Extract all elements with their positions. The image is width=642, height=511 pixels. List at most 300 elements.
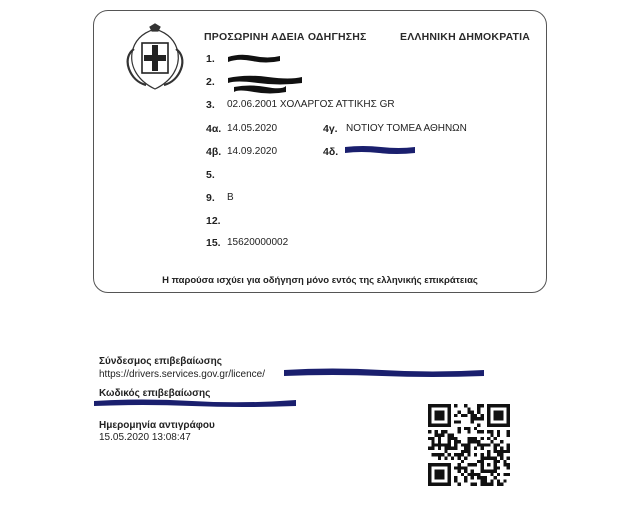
- qr-module: [464, 414, 467, 417]
- qr-module: [494, 437, 497, 440]
- qr-module: [448, 437, 451, 440]
- qr-module: [487, 437, 490, 440]
- qr-module: [441, 483, 444, 486]
- qr-module: [448, 420, 451, 423]
- coat-of-arms-icon: [120, 23, 190, 93]
- field-5-label: 5.: [206, 169, 215, 181]
- qr-module: [428, 424, 431, 427]
- redaction-field-2: [226, 73, 306, 97]
- qr-module: [507, 420, 510, 423]
- qr-module: [487, 470, 490, 473]
- qr-module: [461, 443, 464, 446]
- qr-module: [471, 483, 474, 486]
- qr-module: [458, 463, 461, 466]
- qr-module: [471, 473, 474, 476]
- qr-module: [494, 414, 497, 417]
- qr-module: [431, 463, 434, 466]
- qr-module: [503, 463, 506, 466]
- qr-module: [497, 411, 500, 414]
- qr-module: [474, 473, 477, 476]
- qr-module: [497, 443, 500, 446]
- field-9-value: B: [227, 192, 234, 203]
- qr-module: [448, 414, 451, 417]
- qr-module: [431, 443, 434, 446]
- qr-module: [431, 404, 434, 407]
- qr-module: [435, 411, 438, 414]
- qr-module: [435, 473, 438, 476]
- qr-module: [441, 417, 444, 420]
- qr-module: [487, 414, 490, 417]
- qr-module: [497, 460, 500, 463]
- qr-module: [467, 427, 470, 430]
- qr-module: [474, 483, 477, 486]
- qr-module: [448, 447, 451, 450]
- qr-module: [428, 437, 431, 440]
- qr-module: [497, 466, 500, 469]
- qr-module: [451, 456, 454, 459]
- qr-module: [497, 414, 500, 417]
- qr-module: [494, 460, 497, 463]
- qr-module: [500, 447, 503, 450]
- qr-module: [474, 453, 477, 456]
- qr-module: [444, 443, 447, 446]
- qr-module: [428, 414, 431, 417]
- qr-module: [497, 450, 500, 453]
- qr-module: [444, 424, 447, 427]
- qr-module: [431, 437, 434, 440]
- qr-module: [458, 453, 461, 456]
- qr-module: [477, 404, 480, 407]
- qr-module: [487, 453, 490, 456]
- qr-module: [431, 453, 434, 456]
- qr-module: [441, 453, 444, 456]
- qr-module: [471, 476, 474, 479]
- qr-module: [435, 434, 438, 437]
- qr-module: [451, 447, 454, 450]
- qr-module: [477, 407, 480, 410]
- qr-module: [454, 443, 457, 446]
- qr-module: [507, 456, 510, 459]
- qr-module: [438, 414, 441, 417]
- qr-module: [431, 440, 434, 443]
- qr-module: [471, 470, 474, 473]
- qr-module: [471, 440, 474, 443]
- field-4d-label: 4δ.: [323, 146, 339, 158]
- qr-module: [454, 404, 457, 407]
- qr-module: [477, 476, 480, 479]
- qr-module: [507, 424, 510, 427]
- qr-module: [507, 411, 510, 414]
- qr-module: [490, 440, 493, 443]
- qr-module: [461, 460, 464, 463]
- qr-module: [428, 407, 431, 410]
- qr-module: [458, 430, 461, 433]
- qr-module: [438, 456, 441, 459]
- qr-module: [477, 440, 480, 443]
- qr-module: [474, 414, 477, 417]
- field-4b-label: 4β.: [206, 146, 222, 158]
- qr-module: [494, 470, 497, 473]
- qr-module: [438, 473, 441, 476]
- qr-module: [448, 453, 451, 456]
- qr-module: [487, 450, 490, 453]
- qr-module: [441, 424, 444, 427]
- qr-module: [477, 430, 480, 433]
- qr-module: [454, 420, 457, 423]
- field-4b-value: 14.09.2020: [227, 146, 278, 157]
- qr-module: [448, 404, 451, 407]
- qr-module: [487, 404, 490, 407]
- qr-module: [428, 404, 431, 407]
- qr-module: [444, 463, 447, 466]
- qr-module: [438, 476, 441, 479]
- qr-module: [500, 417, 503, 420]
- qr-module: [435, 424, 438, 427]
- qr-module: [467, 443, 470, 446]
- qr-module: [474, 417, 477, 420]
- qr-module: [480, 463, 483, 466]
- qr-module: [448, 443, 451, 446]
- qr-module: [497, 483, 500, 486]
- qr-module: [497, 473, 500, 476]
- qr-module: [428, 420, 431, 423]
- qr-module: [428, 466, 431, 469]
- field-4y-label: 4γ.: [323, 123, 338, 135]
- qr-module: [428, 476, 431, 479]
- qr-module: [507, 434, 510, 437]
- qr-module: [477, 417, 480, 420]
- qr-module: [464, 447, 467, 450]
- qr-module: [480, 417, 483, 420]
- qr-module: [431, 424, 434, 427]
- qr-module: [490, 483, 493, 486]
- qr-module: [464, 466, 467, 469]
- qr-module: [507, 414, 510, 417]
- qr-module: [497, 453, 500, 456]
- qr-module: [474, 440, 477, 443]
- qr-module: [464, 470, 467, 473]
- qr-module: [471, 414, 474, 417]
- qr-module: [451, 434, 454, 437]
- qr-module: [471, 417, 474, 420]
- qr-module: [444, 450, 447, 453]
- qr-module: [490, 434, 493, 437]
- qr-module: [471, 437, 474, 440]
- qr-module: [490, 430, 493, 433]
- qr-module: [477, 443, 480, 446]
- qr-module: [441, 430, 444, 433]
- qr-module: [448, 424, 451, 427]
- qr-module: [500, 404, 503, 407]
- qr-module: [448, 434, 451, 437]
- qr-module: [441, 411, 444, 414]
- field-3-label: 3.: [206, 99, 215, 111]
- qr-module: [480, 443, 483, 446]
- qr-module: [487, 420, 490, 423]
- qr-module: [428, 483, 431, 486]
- field-15-label: 15.: [206, 237, 221, 249]
- qr-module: [507, 473, 510, 476]
- qr-module: [438, 463, 441, 466]
- field-1-label: 1.: [206, 53, 215, 65]
- qr-module: [494, 424, 497, 427]
- qr-module: [464, 450, 467, 453]
- qr-module: [480, 453, 483, 456]
- qr-module: [454, 414, 457, 417]
- qr-module: [428, 470, 431, 473]
- field-2-label: 2.: [206, 76, 215, 88]
- qr-module: [441, 476, 444, 479]
- qr-module: [464, 479, 467, 482]
- qr-module: [490, 473, 493, 476]
- qr-module: [458, 456, 461, 459]
- qr-module: [487, 463, 490, 466]
- qr-module: [448, 440, 451, 443]
- qr-module: [448, 479, 451, 482]
- qr-module: [454, 466, 457, 469]
- qr-module: [477, 460, 480, 463]
- qr-module: [431, 447, 434, 450]
- qr-module: [503, 473, 506, 476]
- qr-module: [497, 417, 500, 420]
- qr-module: [494, 447, 497, 450]
- qr-module: [458, 483, 461, 486]
- qr-module: [438, 417, 441, 420]
- qr-module: [477, 424, 480, 427]
- qr-module: [448, 463, 451, 466]
- qr-module: [448, 466, 451, 469]
- qr-module: [461, 450, 464, 453]
- qr-module: [494, 443, 497, 446]
- qr-module: [441, 404, 444, 407]
- link-value: https://drivers.services.gov.gr/licence/: [99, 369, 265, 380]
- qr-module: [461, 466, 464, 469]
- qr-module: [477, 473, 480, 476]
- qr-module: [444, 456, 447, 459]
- qr-module: [435, 453, 438, 456]
- qr-module: [490, 404, 493, 407]
- qr-module: [490, 470, 493, 473]
- qr-module: [464, 427, 467, 430]
- field-4a-label: 4α.: [206, 123, 222, 135]
- qr-module: [487, 430, 490, 433]
- qr-module: [444, 483, 447, 486]
- qr-module: [507, 407, 510, 410]
- qr-module: [484, 479, 487, 482]
- qr-module: [438, 411, 441, 414]
- qr-module: [444, 447, 447, 450]
- qr-module: [480, 456, 483, 459]
- field-3-value: 02.06.2001 ΧΟΛΑΡΓΟΣ ΑΤΤΙΚΗΣ GR: [227, 99, 395, 110]
- qr-module: [484, 476, 487, 479]
- qr-module: [503, 450, 506, 453]
- qr-module: [507, 463, 510, 466]
- qr-module: [494, 463, 497, 466]
- qr-module: [497, 434, 500, 437]
- qr-module: [448, 407, 451, 410]
- qr-module: [490, 456, 493, 459]
- qr-module: [507, 417, 510, 420]
- qr-module: [428, 473, 431, 476]
- qr-module: [497, 424, 500, 427]
- qr-module: [448, 417, 451, 420]
- qr-module: [497, 404, 500, 407]
- qr-module: [448, 470, 451, 473]
- qr-module: [471, 420, 474, 423]
- qr-module: [464, 443, 467, 446]
- qr-module: [441, 443, 444, 446]
- qr-module: [467, 473, 470, 476]
- qr-module: [487, 456, 490, 459]
- qr-module: [494, 417, 497, 420]
- qr-module: [428, 463, 431, 466]
- redaction-link-suffix: [282, 366, 486, 380]
- qr-module: [458, 420, 461, 423]
- qr-module: [458, 427, 461, 430]
- qr-module: [467, 450, 470, 453]
- redaction-field-4d: [343, 143, 417, 157]
- qr-module: [507, 450, 510, 453]
- validity-note: Η παρούσα ισχύει για οδήγηση μόνο εντός της ελληνικής επικράτειας: [162, 275, 478, 286]
- qr-module: [441, 470, 444, 473]
- qr-module: [494, 450, 497, 453]
- qr-module: [484, 470, 487, 473]
- qr-module: [500, 453, 503, 456]
- field-15-value: 15620000002: [227, 237, 289, 248]
- qr-module: [438, 424, 441, 427]
- qr-module: [487, 407, 490, 410]
- qr-module: [503, 404, 506, 407]
- qr-module: [435, 470, 438, 473]
- qr-module: [464, 404, 467, 407]
- qr-module: [461, 414, 464, 417]
- qr-module: [435, 483, 438, 486]
- qr-module: [500, 414, 503, 417]
- qr-module: [500, 424, 503, 427]
- qr-module: [451, 437, 454, 440]
- qr-module: [435, 404, 438, 407]
- qr-module: [487, 443, 490, 446]
- qr-module: [441, 463, 444, 466]
- qr-module: [500, 440, 503, 443]
- qr-module: [448, 473, 451, 476]
- qr-module: [503, 479, 506, 482]
- qr-module: [458, 470, 461, 473]
- qr-module: [487, 411, 490, 414]
- qr-module: [507, 466, 510, 469]
- qr-module: [438, 453, 441, 456]
- qr-module: [494, 476, 497, 479]
- qr-module: [490, 479, 493, 482]
- qr-module: [480, 460, 483, 463]
- qr-module: [467, 411, 470, 414]
- redaction-field-1: [226, 51, 282, 65]
- qr-module: [487, 417, 490, 420]
- qr-module: [494, 456, 497, 459]
- qr-module: [480, 404, 483, 407]
- qr-module: [458, 466, 461, 469]
- qr-module: [448, 483, 451, 486]
- qr-module: [490, 424, 493, 427]
- qr-module: [435, 430, 438, 433]
- qr-module: [507, 404, 510, 407]
- qr-module: [444, 404, 447, 407]
- qr-module: [467, 440, 470, 443]
- qr-module: [467, 453, 470, 456]
- qr-module: [507, 430, 510, 433]
- qr-module: [480, 479, 483, 482]
- qr-module: [438, 437, 441, 440]
- qr-module: [500, 483, 503, 486]
- qr-module: [435, 417, 438, 420]
- qr-module: [480, 414, 483, 417]
- qr-module: [471, 463, 474, 466]
- qr-module: [484, 483, 487, 486]
- card-title: ΠΡΟΣΩΡΙΝΗ ΑΔΕΙΑ ΟΔΗΓΗΣΗΣ: [204, 31, 367, 43]
- qr-module: [480, 437, 483, 440]
- qr-module: [441, 473, 444, 476]
- qr-module: [428, 447, 431, 450]
- qr-module: [507, 443, 510, 446]
- qr-module: [500, 450, 503, 453]
- qr-module: [435, 463, 438, 466]
- code-label: Κωδικός επιβεβαίωσης: [99, 388, 211, 399]
- qr-module: [438, 443, 441, 446]
- qr-module: [474, 427, 477, 430]
- field-4a-value: 14.05.2020: [227, 123, 278, 134]
- qr-module: [494, 466, 497, 469]
- link-label: Σύνδεσμος επιβεβαίωσης: [99, 356, 222, 367]
- qr-module: [444, 430, 447, 433]
- qr-module: [438, 470, 441, 473]
- qr-module: [507, 447, 510, 450]
- qr-module: [441, 434, 444, 437]
- copy-date-value: 15.05.2020 13:08:47: [99, 432, 191, 443]
- qr-module: [474, 463, 477, 466]
- qr-module: [494, 404, 497, 407]
- qr-module: [458, 440, 461, 443]
- qr-module: [448, 411, 451, 414]
- qr-module: [467, 437, 470, 440]
- qr-module: [435, 443, 438, 446]
- qr-module: [480, 466, 483, 469]
- qr-module: [467, 430, 470, 433]
- redaction-code-value: [92, 396, 298, 410]
- qr-module: [474, 447, 477, 450]
- qr-module: [480, 476, 483, 479]
- qr-module: [441, 414, 444, 417]
- qr-module: [431, 483, 434, 486]
- qr-module: [428, 417, 431, 420]
- qr-module: [438, 434, 441, 437]
- issuer-title: ΕΛΛΗΝΙΚΗ ΔΗΜΟΚΡΑΤΙΑ: [400, 31, 531, 43]
- qr-module: [471, 411, 474, 414]
- qr-module: [454, 447, 457, 450]
- qr-module: [438, 447, 441, 450]
- field-4y-value: ΝΟΤΙΟΥ ΤΟΜΕΑ ΑΘΗΝΩΝ: [346, 123, 467, 134]
- qr-module: [428, 430, 431, 433]
- qr-module: [480, 447, 483, 450]
- qr-module: [497, 479, 500, 482]
- field-12-label: 12.: [206, 215, 221, 227]
- qr-module: [487, 483, 490, 486]
- qr-module: [458, 411, 461, 414]
- qr-module: [480, 470, 483, 473]
- qr-module: [454, 440, 457, 443]
- qr-module: [454, 479, 457, 482]
- field-9-label: 9.: [206, 192, 215, 204]
- qr-module: [480, 483, 483, 486]
